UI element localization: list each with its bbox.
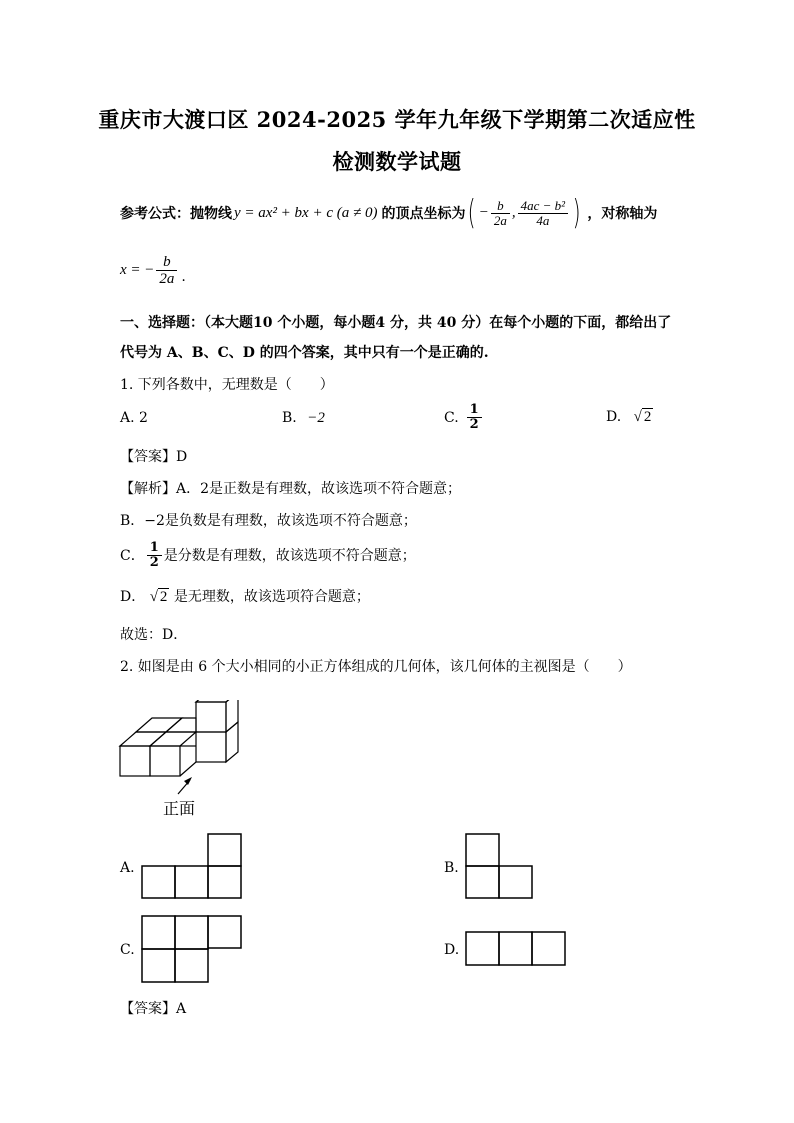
q1-option-b-value: −2 xyxy=(307,410,325,426)
vertex-y-numerator: 4ac − b² xyxy=(518,199,568,214)
q1-option-a: A. 2 xyxy=(120,410,148,426)
q2-option-b-label: B. xyxy=(444,860,459,876)
axis-label: ，对称轴为 xyxy=(587,206,658,222)
formula-label: 参考公式：抛物线 xyxy=(120,206,232,222)
q1-explanation-a: 【解析】A．2是正数是有理数，故该选项不符合题意； xyxy=(120,481,462,497)
q1-explanation-d-prefix: D． xyxy=(120,589,146,605)
title-line-2: 检测数学试题 xyxy=(332,149,462,174)
q1-option-b xyxy=(282,410,325,427)
q2-stem: 2. 如图是由 6 个大小相同的小正方体组成的几何体，该几何体的主视图是（ ） xyxy=(120,659,632,675)
front-label: 正面 xyxy=(163,799,196,818)
q1-option-b-label: B. xyxy=(282,410,297,426)
q1-explanation-d-text: 是无理数，故该选项符合题意； xyxy=(173,589,370,605)
q1-explanation-c-denominator: 2 xyxy=(149,554,159,570)
title-line-1: 重庆市大渡口区 2024-2025 学年九年级下学期第二次适应性 xyxy=(98,107,696,132)
q1-explanation-c-text: 是分数是有理数，故该选项不符合题意； xyxy=(163,548,416,564)
q1-explanation-c-numerator: 1 xyxy=(147,541,162,556)
vertex-y-denominator: 4a xyxy=(536,212,550,228)
q1-conclusion: 故选：D． xyxy=(120,627,188,643)
parabola-equation: y = ax² + bx + c (a ≠ 0) xyxy=(234,204,378,221)
vertex-x-numerator: b xyxy=(491,199,510,214)
q2-option-b-figure xyxy=(464,832,536,900)
q2-answer: 【答案】A xyxy=(120,1001,187,1017)
q1-stem: 1. 下列各数中，无理数是（ ） xyxy=(120,377,334,393)
q2-option-d-figure xyxy=(464,930,570,968)
q2-option-a-label: A. xyxy=(120,860,135,876)
axis-end: . xyxy=(181,269,186,285)
q1-option-d-label: D. xyxy=(606,409,622,425)
q2-option-d-label: D. xyxy=(444,942,460,958)
q1-option-c-numerator: 1 xyxy=(467,403,482,418)
q1-explanation-d-radicand: 2 xyxy=(159,589,168,605)
q1-explanation-b: B．−2是负数是有理数，故该选项不符合题意； xyxy=(120,513,417,529)
q1-option-d-radicand: 2 xyxy=(643,409,652,425)
q1-explanation-c-prefix: C． xyxy=(120,548,145,564)
q1-option-c-denominator: 2 xyxy=(469,417,479,432)
q1-option-c xyxy=(444,403,484,432)
reference-formula xyxy=(120,190,657,236)
axis-formula xyxy=(120,250,186,290)
q1-explanation-c xyxy=(120,538,416,572)
q2-option-a-figure xyxy=(140,832,244,900)
q2-option-c-label: C. xyxy=(120,942,135,958)
vertex-label: 的顶点坐标为 xyxy=(381,206,466,222)
vertex-coordinate: ( − $\frac{b}{2a}$ , $\frac{\text{4ac − b²}}{4a}$ ) xyxy=(468,193,581,233)
axis-numerator: b xyxy=(156,254,177,271)
q1-explanation-d: D． √ 2 是无理数，故该选项符合题意； xyxy=(120,589,370,605)
section-1-line-1: 一、选择题：（本大题10 个小题，每小题4 分，共 40 分）在每个小题的下面，都给出了 xyxy=(120,315,672,331)
q1-answer: 【答案】D xyxy=(120,449,188,465)
vertex-x-denominator: 2a xyxy=(493,212,507,228)
q1-option-c-label: C. xyxy=(444,409,459,426)
q2-option-c-figure xyxy=(140,914,244,984)
section-1-line-2: 代号为 A、B、C、D 的四个答案，其中只有一个是正确的. xyxy=(120,345,489,361)
axis-lhs: x = − xyxy=(120,261,155,278)
axis-denominator: 2a xyxy=(159,270,175,287)
q1-option-d: D. √ 2 xyxy=(606,409,652,425)
